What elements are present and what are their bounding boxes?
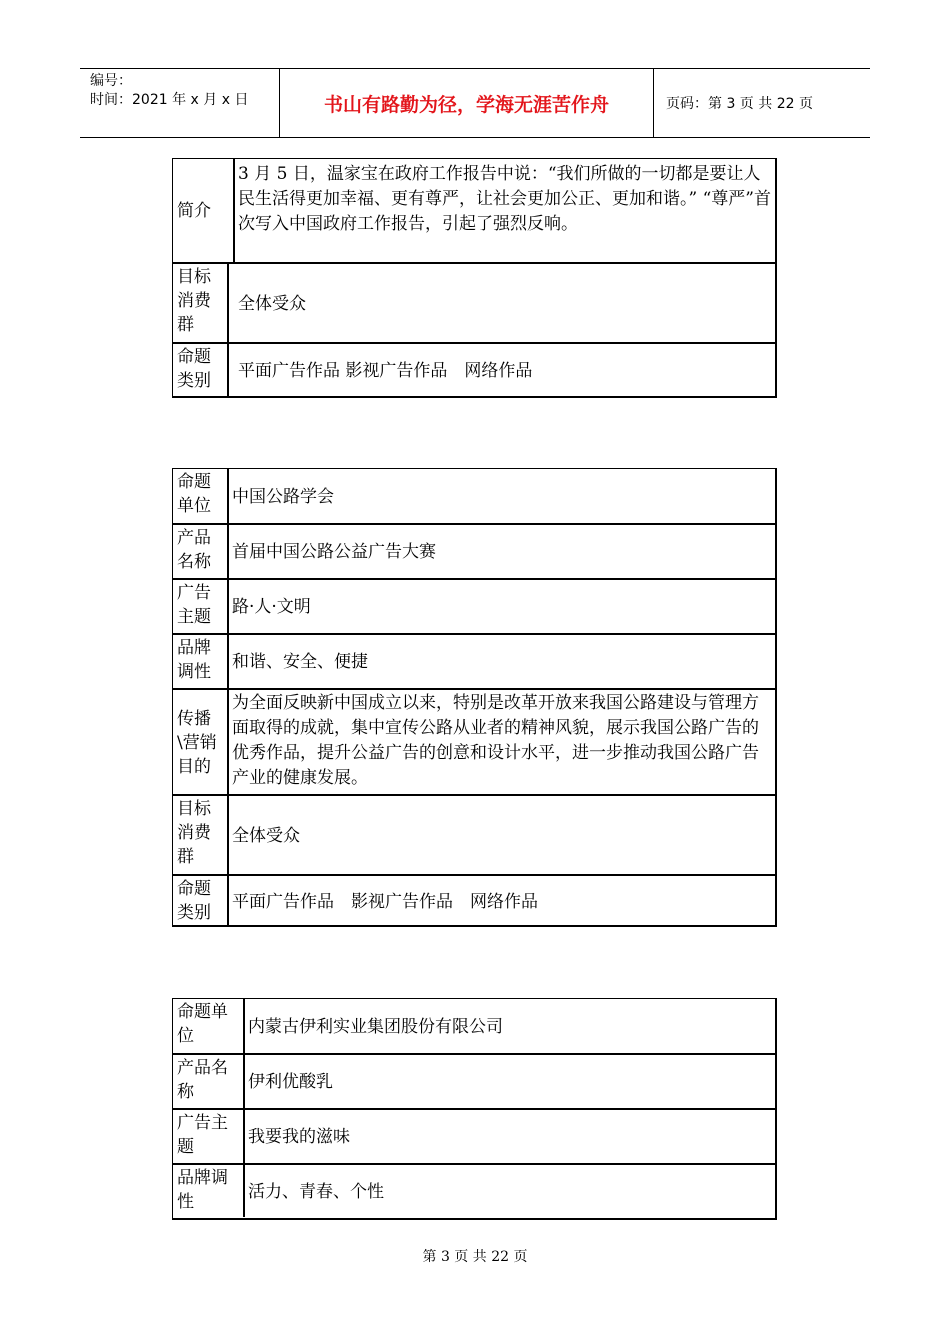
row-label: 命题类别 (173, 344, 229, 396)
row-value: 内蒙古伊利实业集团股份有限公司 (248, 1016, 503, 1037)
row-value: 为全面反映新中国成立以来，特别是改革开放来我国公路建设与管理方面取得的成就，集中宣传公路从业者的精神风貌，展示我国公路广告的优秀作品，提升公益广告的创意和设计水平，进一步推动我国公路广告产业的健康发展。 (232, 693, 759, 788)
row-label: 广告主题 (173, 1110, 245, 1163)
table-row (173, 1055, 775, 1110)
row-value: 伊利优酸乳 (248, 1072, 333, 1092)
table-row (173, 525, 775, 580)
row-label: 目标消费群 (173, 264, 229, 342)
row-label: 产品名称 (173, 525, 229, 578)
row-value: 全体受众 (238, 293, 306, 314)
row-value: 我要我的滋味 (248, 1127, 350, 1147)
row-value: 3 月 5 日，温家宝在政府工作报告中说：“我们所做的一切都是要让人民生活得更加幸福、更有尊严，让社会更加公正、更加和谐。” “尊严”首次写入中国政府工作报告，引起了强烈反响。 (238, 164, 771, 234)
document-time-label: 时间：2021 年 x 月 x 日 (90, 92, 249, 108)
table-row (173, 344, 775, 396)
row-value: 中国公路学会 (232, 486, 334, 507)
row-value: 路·人·文明 (232, 597, 311, 617)
row-label: 品牌调性 (173, 635, 229, 688)
page-header (80, 68, 870, 138)
highway-table (172, 468, 777, 927)
row-value: 活力、青春、个性 (248, 1181, 384, 1202)
row-value: 首届中国公路公益广告大赛 (232, 542, 436, 562)
row-label: 传播\营销目的 (173, 690, 229, 794)
row-value: 平面广告作品 影视广告作品 网络作品 (232, 892, 538, 912)
header-meta (80, 69, 280, 137)
header-motto: 书山有路勤为径，学海无涯苦作舟 (280, 69, 654, 137)
row-value: 平面广告作品 影视广告作品 网络作品 (238, 360, 533, 381)
document-number-label: 编号： (90, 73, 132, 89)
table-row (173, 264, 775, 344)
row-label: 产品名称 (173, 1055, 245, 1108)
table-row (173, 580, 775, 635)
page-footer: 第 3 页 共 22 页 (422, 1249, 528, 1265)
table-row (173, 1110, 775, 1165)
table-row (173, 999, 775, 1055)
row-label: 命题单位 (173, 999, 245, 1053)
row-label: 简介 (173, 159, 235, 262)
table-row (173, 635, 775, 690)
table-row (173, 1165, 775, 1217)
row-label: 命题类别 (173, 876, 229, 927)
yili-table (172, 998, 777, 1220)
table-row (173, 796, 775, 876)
table-row (173, 876, 775, 927)
header-page-info: 页码：第 3 页 共 22 页 (666, 96, 813, 112)
row-value: 和谐、安全、便捷 (232, 652, 368, 672)
row-label: 命题单位 (173, 469, 229, 523)
table-row (173, 159, 775, 264)
brief-table (172, 158, 777, 398)
table-row (173, 690, 775, 796)
row-label: 目标消费群 (173, 796, 229, 874)
row-label: 品牌调性 (173, 1165, 245, 1217)
row-label: 广告主题 (173, 580, 229, 633)
row-value: 全体受众 (232, 825, 300, 846)
table-row (173, 469, 775, 525)
